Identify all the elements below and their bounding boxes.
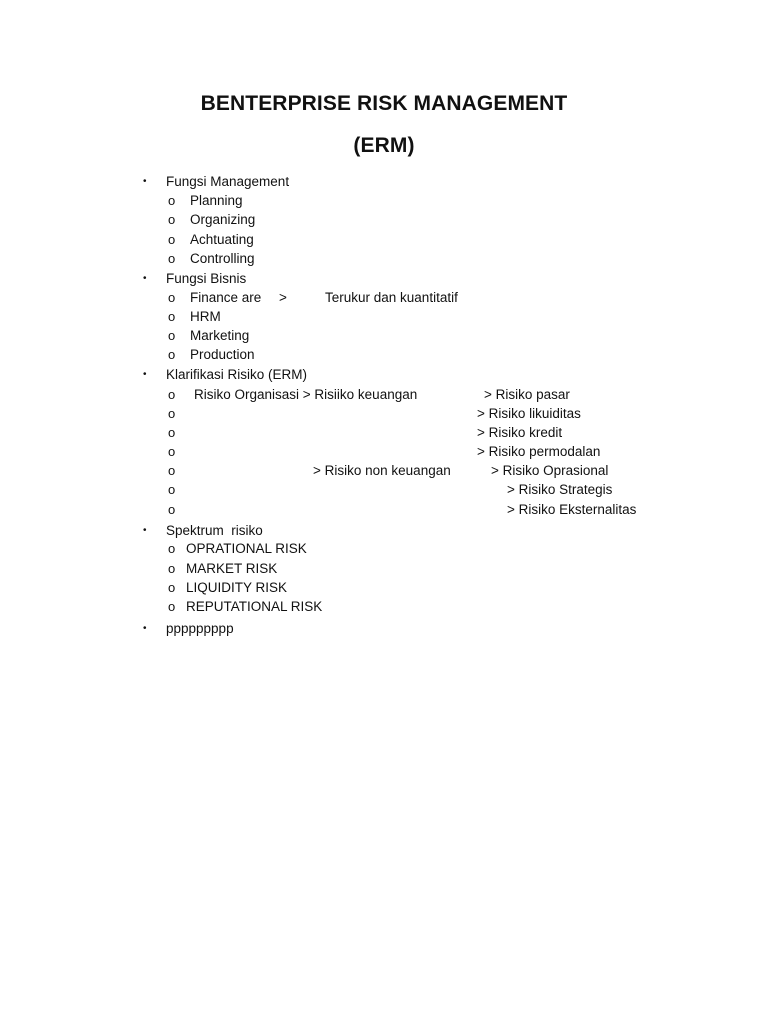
list-item: Controlling	[190, 251, 255, 266]
finance-note: Terukur dan kuantitatif	[325, 290, 458, 305]
document-subtitle	[0, 134, 768, 158]
risk-item: > Risiko Eksternalitas	[507, 502, 637, 517]
sub-bullet-marker: o	[168, 347, 176, 362]
list-item: REPUTATIONAL RISK	[186, 599, 323, 614]
sub-bullet-marker: o	[168, 387, 176, 402]
risk-item: > Risiko Strategis	[507, 482, 613, 497]
section-spektrum-risiko: Spektrum risiko	[166, 523, 263, 538]
finance-arrow: >	[279, 290, 287, 305]
sub-bullet-marker: o	[168, 232, 176, 247]
sub-bullet-marker: o	[168, 309, 176, 324]
risk-item: > Risiko Oprasional	[491, 463, 609, 478]
sub-bullet-marker: o	[168, 463, 176, 478]
title-abbreviation: (ERM)	[353, 134, 415, 157]
risk-non-keuangan: > Risiko non keuangan	[313, 463, 451, 478]
document-title: BENTERPRISE RISK MANAGEMENT	[200, 92, 568, 115]
list-item: MARKET RISK	[186, 561, 278, 576]
sub-bullet-marker: o	[168, 482, 176, 497]
sub-bullet-marker: o	[168, 580, 176, 595]
section-last: ppppppppp	[166, 621, 234, 636]
sub-bullet-marker: o	[168, 290, 176, 305]
sub-bullet-marker: o	[168, 212, 176, 227]
sub-bullet-marker: o	[168, 425, 176, 440]
list-item: Marketing	[190, 328, 250, 343]
section-fungsi-bisnis: Fungsi Bisnis	[166, 271, 247, 286]
bullet-marker: •	[143, 273, 147, 284]
bullet-marker: •	[143, 369, 147, 380]
risk-item: > Risiko pasar	[484, 387, 570, 402]
risk-item: > Risiko kredit	[477, 425, 563, 440]
sub-bullet-marker: o	[168, 444, 176, 459]
list-item: OPRATIONAL RISK	[186, 541, 307, 556]
sub-bullet-marker: o	[168, 193, 176, 208]
bullet-marker: •	[143, 176, 147, 187]
section-fungsi-management: Fungsi Management	[166, 174, 290, 189]
sub-bullet-marker: o	[168, 561, 176, 576]
list-item: Production	[190, 347, 255, 362]
sub-bullet-marker: o	[168, 328, 176, 343]
list-item: HRM	[190, 309, 221, 324]
list-item: Achtuating	[190, 232, 254, 247]
sub-bullet-marker: o	[168, 599, 176, 614]
section-klarifikasi-risiko: Klarifikasi Risiko (ERM)	[166, 367, 308, 382]
sub-bullet-marker: o	[168, 541, 176, 556]
sub-bullet-marker: o	[168, 502, 176, 517]
list-item: Organizing	[190, 212, 256, 227]
list-item-finance: Finance are	[190, 290, 262, 305]
risk-item: > Risiko permodalan	[477, 444, 601, 459]
sub-bullet-marker: o	[168, 406, 176, 421]
list-item: Planning	[190, 193, 243, 208]
bullet-marker: •	[143, 623, 147, 634]
sub-bullet-marker: o	[168, 251, 176, 266]
risk-item: > Risiko likuiditas	[477, 406, 581, 421]
bullet-marker: •	[143, 525, 147, 536]
risk-organisasi-keuangan: Risiko Organisasi > Risiiko keuangan	[194, 387, 418, 402]
list-item: LIQUIDITY RISK	[186, 580, 288, 595]
